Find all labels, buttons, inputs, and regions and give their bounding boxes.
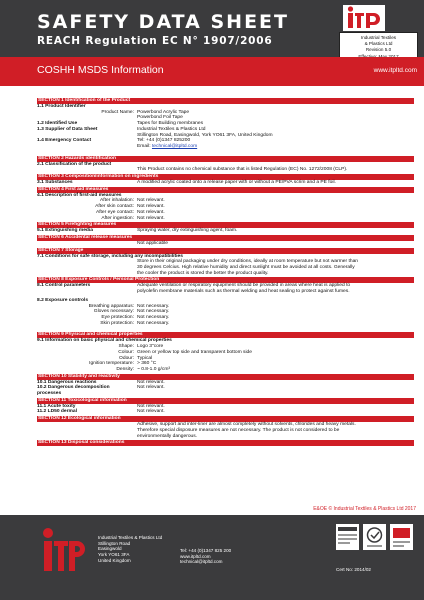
classification-text: This Product contains no chemical substance that is listed Regulation (EC) No. 1272/2008 (CLP). [137, 167, 348, 173]
property-value: Green or yellow top side and transparent bottom side [137, 349, 252, 355]
property-value: > 360 °C [137, 361, 157, 367]
substances-text: A modified acrylic coated onto a release paper with or without a PE/PVA scrim and a PE foil. [137, 180, 336, 186]
storage-row [37, 259, 414, 276]
sds-content [37, 97, 414, 446]
section-5-heading: SECTION 5 Firefighting measures [37, 222, 414, 228]
product-name-label: Product Name: [101, 109, 134, 115]
regulation-subtitle: REACH Regulation EC N° 1907/2006 [37, 35, 273, 47]
website-link[interactable]: www.itpltd.com [373, 67, 417, 74]
ecological-row [37, 422, 414, 439]
company-box-line: Revision 5.0 [365, 47, 392, 53]
first-aid-value: Not relevant. [137, 204, 165, 210]
exposure-value: Not necessary. [137, 320, 170, 326]
footer-address [98, 535, 162, 564]
substances-row [37, 180, 414, 186]
emergency-email-row [37, 144, 414, 150]
storage-line: 30 degrees Celcius. High relative humidity and direct sunlight must be avoided at all costs. Generally [137, 265, 355, 271]
ld50-value: Not relevant. [137, 409, 165, 415]
section-13-heading: SECTION 13 Disposal considerations [37, 440, 414, 446]
exposure-value: Not necessary. [137, 314, 170, 320]
section-7-heading: SECTION 7 Storage [37, 248, 414, 254]
control-parameters-row [37, 283, 414, 294]
acute-toxity-label: 11.1 Acute toxity [37, 403, 76, 409]
section-12-heading: SECTION 12 Ecological information [37, 416, 414, 422]
section-2-1-label: 2.1 Classification of the product [37, 161, 112, 167]
ecological-line: Adhesive, support and inter-liner are almost completely without solvents, chlorides and heavy metals. [137, 422, 356, 428]
section-9-1-label: 9.1 Information on basic physical and chemical properties [37, 338, 172, 344]
classification-row [37, 167, 414, 173]
address-line: United Kingdom [98, 557, 131, 563]
first-aid-value: Not relevant. [137, 215, 165, 221]
emergency-label: 1.4 Emergency Contact [37, 138, 92, 144]
section-1-heading: SECTION 1 Identification of the Product [37, 98, 414, 104]
coshh-title: COSHH MSDS Information [37, 64, 164, 76]
section-8-heading: SECTION 8 Exposure Controls / Personal Protection [37, 277, 414, 283]
company-box-line: & Plastics Ltd [364, 41, 393, 47]
first-aid-label: After eye contact: [95, 209, 134, 215]
first-aid-value: Not relevant. [137, 198, 165, 204]
coshh-bar [0, 57, 424, 86]
section-6-heading: SECTION 6 Accidental release measures [37, 235, 414, 241]
control-line: Adequate ventilation or respiratory equipment should be provided in areas where heat is applied to [137, 283, 351, 289]
footer-email-link[interactable]: technical@itpltd.com [180, 559, 223, 565]
property-label: Ignition temperature: [89, 361, 134, 367]
property-label: Colour: [118, 349, 134, 355]
decomposition-label-2: processes [37, 391, 62, 397]
footer [0, 515, 424, 600]
identified-use-value: Tapes for Building membranes [137, 121, 204, 127]
property-label: Shape: [118, 344, 134, 350]
storage-line: the cooler the product is stored the better the product quality. [137, 270, 269, 276]
section-3-heading: SECTION 3 Composition/information on ingredients [37, 174, 414, 180]
supplier-label: 1.3 Supplier of Data Sheet [37, 126, 98, 132]
section-7-1-label: 7.1 Conditions for safe storage, including any incompatibilities [37, 253, 183, 259]
itp-logo-icon [343, 5, 385, 31]
acute-toxity-value: Not relevant. [137, 403, 165, 409]
document-title: SAFETY DATA SHEET [37, 11, 289, 33]
footer-website-link[interactable]: www.itpltd.com [180, 553, 211, 559]
ukas-badge-icon [363, 524, 386, 550]
extinguishing-row [37, 228, 414, 234]
property-label: Density: [116, 366, 134, 372]
exposure-label: Eye protection: [101, 314, 134, 320]
exposure-label: Breathing apparatus: [88, 303, 134, 309]
exposure-label: Gloves necessary: [93, 309, 134, 315]
address-line: Industrial Textiles & Plastics Ltd [98, 535, 163, 540]
exposure-value: Not necessary. [137, 303, 170, 309]
supplier-address: Stillington Road, Easingwold, York YO61 3FA, United Kingdom [137, 132, 273, 138]
section-11-heading: SECTION 11 Toxicological information [37, 398, 414, 404]
footer-contact [180, 548, 231, 565]
address-line: York YO61 3FA [98, 552, 130, 558]
supplier-value: Industrial Textiles & Plastics Ltd [137, 126, 206, 132]
emergency-email-link[interactable]: technical@itpltd.com [151, 143, 198, 149]
property-value: Logo 3"core [137, 344, 164, 350]
accidental-row [37, 241, 414, 247]
emergency-email-label: Email: [137, 143, 151, 149]
company-box-line: Industrial Textiles [360, 35, 397, 40]
accidental-text: Not applicable [137, 240, 168, 246]
section-2-heading: SECTION 2 Hazards identification [37, 156, 414, 162]
dangerous-reactions-value: Not relevant. [137, 379, 165, 385]
exposure-row [37, 321, 414, 327]
property-value: Typical [137, 355, 153, 361]
address-line: Stillington Road [98, 540, 131, 546]
storage-line: Store in their original packaging under dry conditions, ideally at room temperature but not warmer than [137, 259, 359, 265]
first-aid-value: Not relevant. [137, 209, 165, 215]
emergency-tel: Tel: +44 (0)1347 825200 [137, 138, 191, 144]
product-name-value-2: Powerbond Foil Tape [137, 115, 183, 121]
property-value: ~ 0.8-1.0 g/cm³ [137, 366, 171, 372]
itp-footer-logo-icon [40, 525, 86, 573]
decomposition-value: Not relevant. [137, 385, 165, 391]
ld50-row [37, 409, 414, 415]
dangerous-reactions-label: 10.1 Dangerous reactions [37, 379, 97, 385]
section-4-1-label: 4.1 Description of first-aid measures [37, 192, 122, 198]
section-10-heading: SECTION 10 Stability and reactivity [37, 374, 414, 380]
ecological-line: environmentally dangerous. [137, 433, 198, 439]
section-8-2-label: 8.2 Exposure controls [37, 297, 89, 303]
substances-label: 3.1 Substances [37, 180, 73, 186]
exposure-value: Not necessary. [137, 309, 170, 315]
header [0, 0, 424, 57]
first-aid-row [37, 216, 414, 222]
section-4-heading: SECTION 4 First aid measures [37, 187, 414, 193]
identified-use-label: 1.2 Identified Use [37, 121, 78, 127]
footer-phone: Tel: +44 (0)1347 825 200 [180, 548, 232, 553]
property-label: Odour: [119, 355, 134, 361]
section-9-heading: SECTION 9 Physical and chemical properties [37, 332, 414, 338]
certificate-number: Cert No: 2014/02 [336, 567, 371, 572]
certification-badge-icon [336, 524, 359, 550]
address-line: Easingwold [98, 546, 122, 552]
copyright-notice: E&OE © Industrial Textiles & Plastics Ltd 2017 [313, 506, 416, 512]
ld50-label: 11.2 LD50 dermal [37, 409, 77, 415]
control-line: polyolefin membrane materials such as thermal welding and heat sealing to protect against fumes. [137, 289, 350, 295]
first-aid-label: After inhalation: [100, 198, 134, 204]
first-aid-label: After skin contact: [95, 204, 134, 210]
control-parameters-label: 8.1 Control parameters [37, 283, 91, 289]
section-1-1-label: 1.1 Product Identifier [37, 104, 86, 109]
first-aid-label: After ingestion: [101, 215, 134, 221]
iso-badge-icon [390, 524, 413, 550]
decomposition-row-2 [37, 391, 414, 397]
extinguishing-label: 5.1 Extinguishing media [37, 228, 93, 234]
decomposition-label: 10.2 Dangerous decomposition [37, 385, 110, 391]
ecological-line: Therefore special disposure measures are not necessary. The product is not considered to be [137, 427, 340, 433]
product-name-value: Powerbond Acrylic Tape [137, 109, 190, 115]
extinguishing-text: Spraying water, dry extinguishing agent, foam. [137, 228, 238, 234]
property-row [37, 367, 414, 373]
exposure-label: Skin protection: [100, 320, 134, 326]
